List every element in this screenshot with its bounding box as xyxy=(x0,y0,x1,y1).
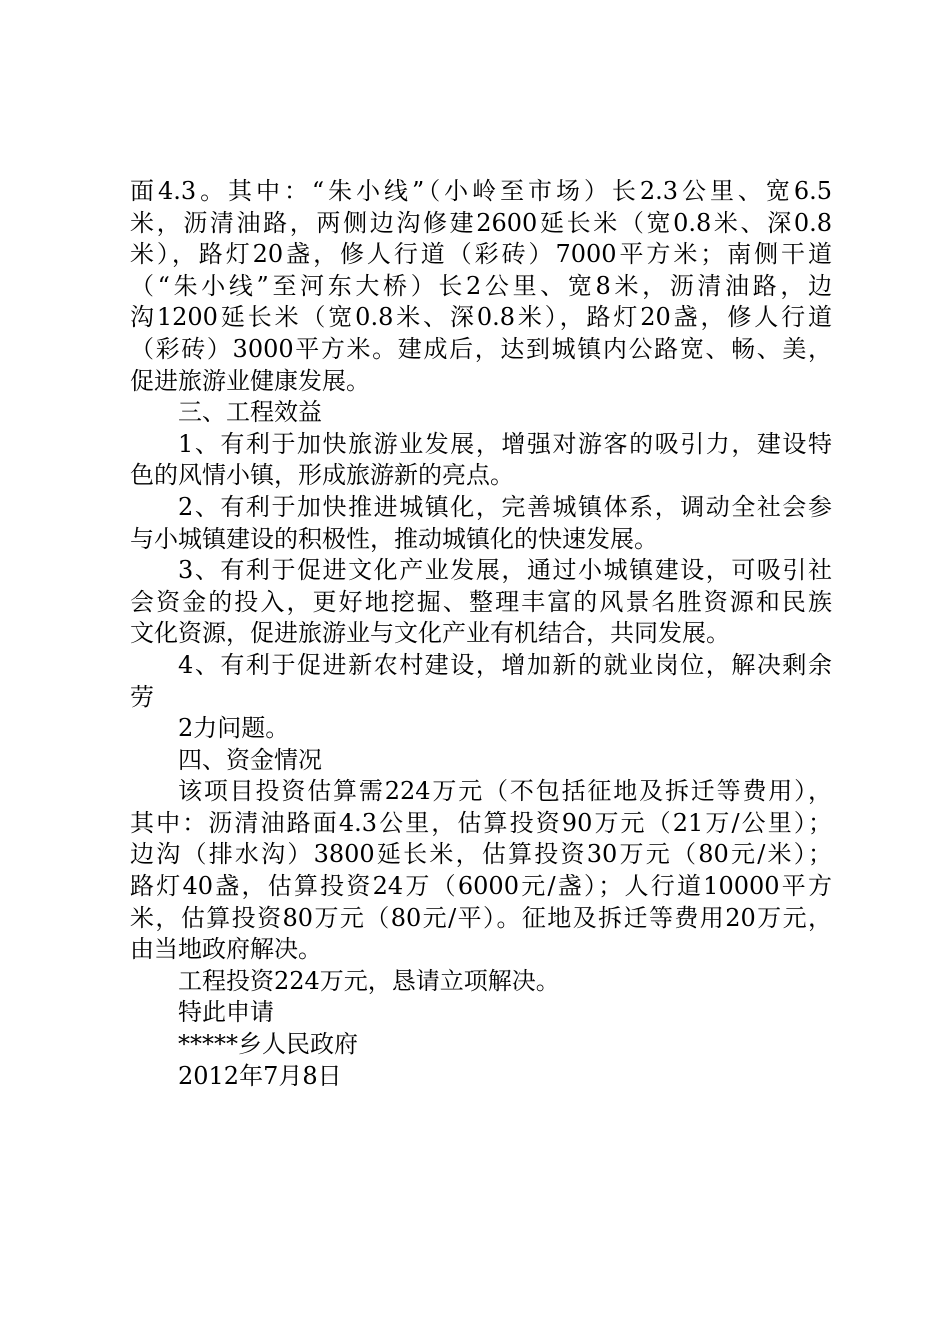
document-line: 边沟（排水沟）3800延长米，估算投资30万元（80元/米）； xyxy=(130,840,832,869)
document-line: *****乡人民政府 xyxy=(178,1030,358,1059)
document-line: 1、有利于加快旅游业发展，增强对游客的吸引力，建设特 xyxy=(178,429,832,458)
document-line: 2012年7月8日 xyxy=(178,1061,342,1090)
document-line: 促进旅游业健康发展。 xyxy=(130,366,370,395)
document-line: 3、有利于促进文化产业发展，通过小城镇建设，可吸引社 xyxy=(178,556,832,585)
document-line: 四、资金情况 xyxy=(178,745,322,774)
document-line: （“朱小线”至河东大桥）长2公里、宽8米，沥清油路，边 xyxy=(130,271,832,300)
document-line: 会资金的投入，更好地挖掘、整理丰富的风景名胜资源和民族 xyxy=(130,587,832,616)
document-line: 文化资源，促进旅游业与文化产业有机结合，共同发展。 xyxy=(130,619,730,648)
document-line: 2力问题。 xyxy=(178,714,290,743)
document-body xyxy=(130,176,832,1092)
document-line: 路灯40盏，估算投资24万（6000元/盏）；人行道10000平方 xyxy=(130,872,832,901)
document-line: 2、有利于加快推进城镇化，完善城镇体系，调动全社会参 xyxy=(178,492,832,521)
document-line: 沟1200延长米（宽0.8米、深0.8米），路灯20盏，修人行道 xyxy=(130,303,832,332)
document-line: 面4.3。其中：“朱小线”（小岭至市场）长2.3公里、宽6.5 xyxy=(130,177,832,205)
document-line: 米），路灯20盏，修人行道（彩砖）7000平方米；南侧干道 xyxy=(130,240,832,269)
document-line: 米，沥清油路，两侧边沟修建2600延长米（宽0.8米、深0.8 xyxy=(130,208,832,237)
document-line: 劳 xyxy=(130,682,154,711)
document-line: 由当地政府解决。 xyxy=(130,935,322,964)
document-line: 其中：沥清油路面4.3公里，估算投资90万元（21万/公里）； xyxy=(130,808,832,837)
document-line: 米，估算投资80万元（80元/平）。征地及拆迁等费用20万元， xyxy=(130,903,832,932)
document-line: 4、有利于促进新农村建设，增加新的就业岗位，解决剩余 xyxy=(178,650,832,679)
document-line: 与小城镇建设的积极性，推动城镇化的快速发展。 xyxy=(130,524,658,553)
document-line: （彩砖）3000平方米。建成后，达到城镇内公路宽、畅、美， xyxy=(130,334,832,363)
document-line: 工程投资224万元，恳请立项解决。 xyxy=(178,966,560,995)
document-line: 色的风情小镇，形成旅游新的亮点。 xyxy=(130,461,514,490)
document-line: 该项目投资估算需224万元（不包括征地及拆迁等费用）， xyxy=(178,777,832,806)
document-line: 特此申请 xyxy=(178,998,274,1027)
document-line: 三、工程效益 xyxy=(178,398,322,427)
